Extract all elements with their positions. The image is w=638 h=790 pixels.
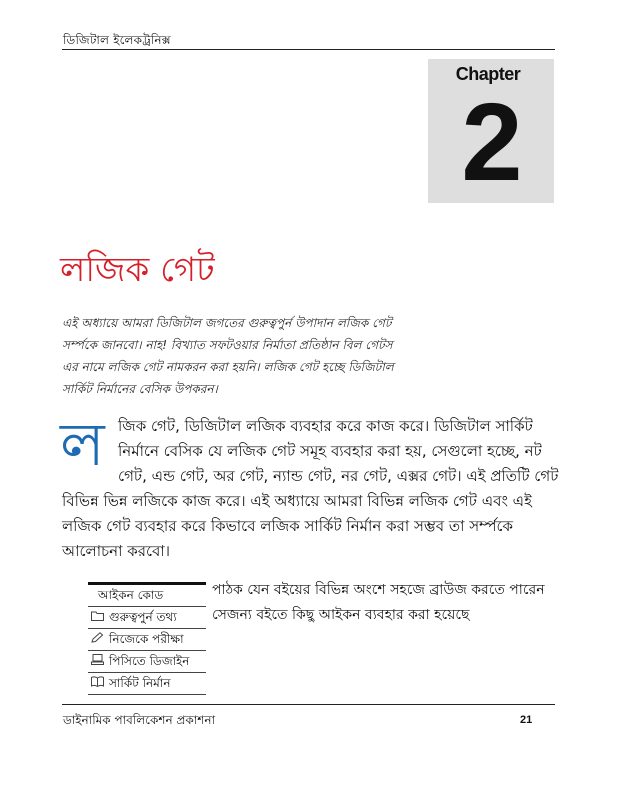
icon-note	[212, 578, 562, 628]
icon-code-heading: আইকন কোড	[88, 585, 206, 607]
pencil-icon	[88, 629, 106, 650]
folder-icon	[88, 607, 106, 628]
footer-rule	[62, 704, 555, 705]
note-line: পাঠক যেন বইয়ের বিভিন্ন অংশে সহজে ব্রাউজ করতে পারেন	[212, 582, 545, 598]
icon-code-label: সার্কিট নির্মান	[109, 676, 171, 690]
body-line: জিক গেট, ডিজিটাল লজিক ব্যবহার করে কাজ করে। ডিজিটাল সার্কিট	[118, 417, 533, 435]
drop-cap: ল	[60, 410, 105, 480]
intro-line: সার্কিট নির্মানের বেসিক উপকরন।	[62, 382, 218, 396]
icon-code-label: নিজেকে পরীক্ষা	[109, 632, 184, 646]
icon-code-label: গুরুত্বপুর্ন তথ্য	[109, 610, 177, 624]
icon-code-row	[88, 607, 206, 629]
header-rule	[62, 49, 555, 50]
note-line: সেজন্য বইতে কিছু আইকন ব্যবহার করা হয়েছে	[212, 607, 470, 623]
intro-line: সর্ম্পকে জানবো। নাহ! বিখ্যাত সফটওয়ার নির্মাতা প্রতিষ্ঠান বিল গেটস	[62, 338, 393, 352]
book-icon	[88, 673, 106, 694]
body-line: লজিক গেট ব্যবহার করে কিভাবে লজিক সার্কিট নির্মান করা সম্ভব তা সর্ম্পকে	[62, 517, 514, 535]
intro-line: এই অধ্যায়ে আমরা ডিজিটাল জগতের গুরুত্বপুর্ন উপাদান লজিক গেট	[62, 316, 392, 330]
chapter-intro	[62, 312, 422, 400]
body-line: বিভিন্ন ভিন্ন লজিকে কাজ করে। এই অধ্যায়ে আমরা বিভিন্ন লজিক গেট এবং এই	[62, 492, 532, 510]
icon-code-row	[88, 629, 206, 651]
chapter-label: Chapter	[455, 64, 521, 84]
page-number: 21	[520, 714, 533, 726]
chapter-title: লজিক গেট	[60, 250, 215, 290]
body-line: আলোচনা করবো।	[62, 542, 171, 560]
body-line: গেট, এন্ড গেট, অর গেট, ন্যান্ড গেট, নর গেট, এক্সর গেট। এই প্রতিটি গেট	[118, 467, 559, 485]
intro-line: এর নামে লজিক গেট নামকরন করা হয়নি। লজিক গেট হচ্ছে ডিজিটাল	[62, 360, 394, 374]
computer-icon	[88, 651, 106, 672]
publisher-name: ডাইনামিক পাবলিকেশন প্রকাশনা	[63, 713, 216, 727]
icon-code-row	[88, 673, 206, 695]
icon-code-row	[88, 651, 206, 673]
icon-code-table	[88, 582, 206, 695]
icon-code-label: পিসিতে ডিজাইন	[109, 654, 190, 668]
running-header: ডিজিটাল ইলেকট্রনিক্স	[63, 33, 171, 47]
chapter-number: 2	[461, 81, 519, 204]
body-line: নির্মানে বেসিক যে লজিক গেট সমূহ ব্যবহার করা হয়, সেগুলো হচ্ছে, নট	[118, 442, 542, 460]
